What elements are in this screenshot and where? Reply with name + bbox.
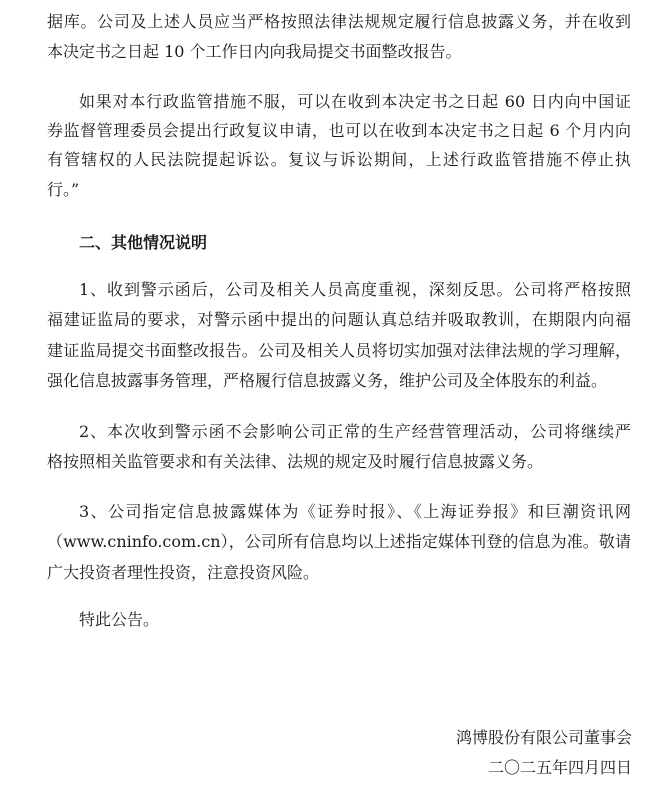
item-line: 广大投资者理性投资，注意投资风险。	[47, 563, 320, 582]
item-line: 格按照相关监管要求和有关法律、法规的规定及时履行信息披露义务。	[47, 452, 544, 471]
item-line: （www.cninfo.com.cn），公司所有信息均以上述指定媒体刊登的信息为准。敬请	[47, 532, 631, 551]
item-line: 2、本次收到警示函不会影响公司正常的生产经营管理活动，公司将继续严	[79, 422, 631, 441]
paragraph-line: 据库。公司及上述人员应当严格按照法律法规规定履行信息披露义务，并在收到	[47, 12, 631, 31]
item-line: 1、收到警示函后，公司及相关人员高度重视，深刻反思。公司将严格按照	[79, 280, 631, 299]
item-line: 强化信息披露事务管理，严格履行信息披露义务，维护公司及全体股东的利益。	[47, 371, 608, 390]
signature-company: 鸿博股份有限公司董事会	[455, 728, 632, 747]
paragraph-line: 券监督管理委员会提出行政复议申请，也可以在收到本决定书之日起 6 个月内向	[47, 121, 631, 140]
paragraph-line: 有管辖权的人民法院提起诉讼。复议与诉讼期间，上述行政监管措施不停止执	[47, 150, 631, 169]
signature-date: 二〇二五年四月四日	[487, 758, 632, 777]
closing-text: 特此公告。	[79, 610, 160, 629]
section-heading: 二、其他情况说明	[79, 233, 208, 252]
item-line: 3、公司指定信息披露媒体为《证券时报》、《上海证券报》和巨潮资讯网	[79, 502, 631, 521]
paragraph-line: 行。”	[47, 180, 80, 199]
paragraph-line: 本决定书之日起 10 个工作日内向我局提交书面整改报告。	[47, 42, 462, 61]
item-line: 福建证监局的要求，对警示函中提出的问题认真总结并吸取教训，在期限内向福	[47, 310, 631, 329]
paragraph-line: 如果对本行政监管措施不服，可以在收到本决定书之日起 60 日内向中国证	[79, 92, 631, 111]
item-line: 建证监局提交书面整改报告。公司及相关人员将切实加强对法律法规的学习理解，	[47, 341, 631, 360]
